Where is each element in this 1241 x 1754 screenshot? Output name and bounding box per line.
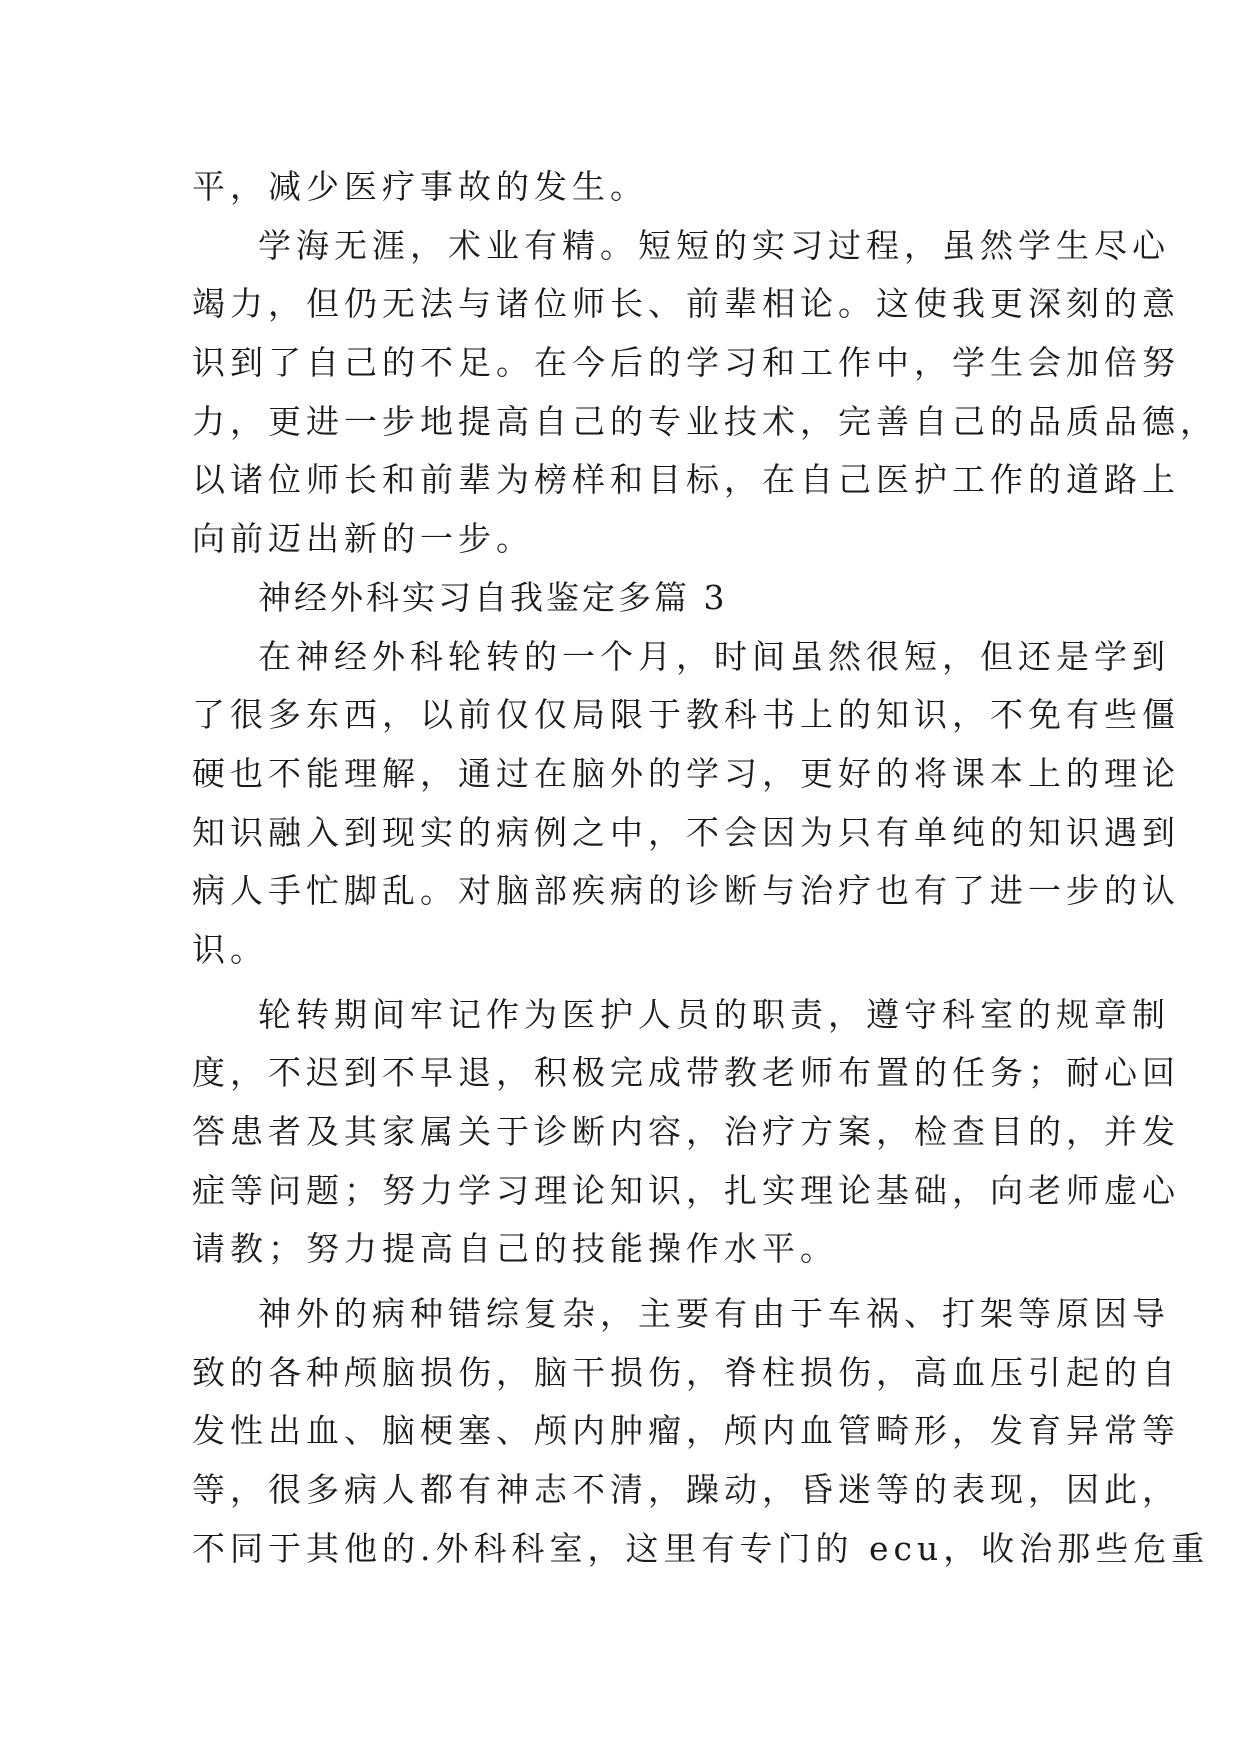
text-line: 了很多东西，以前仅仅局限于教科书上的知识，不免有些僵 <box>192 695 1180 735</box>
text-line: 神外的病种错综复杂，主要有由于车祸、打架等原因导 <box>258 1294 1170 1334</box>
text-line: 不同于其他的.外科科室，这里有专门的 ecu，收治那些危重 <box>192 1528 1210 1568</box>
text-line: 平，减少医疗事故的发生。 <box>192 167 648 206</box>
text-line: 学海无涯，术业有精。短短的实习过程，虽然学生尽心 <box>258 225 1170 265</box>
text-line: 力，更进一步地提高自己的专业技术，完善自己的品质品德， <box>192 401 1218 441</box>
text-line: 发性出血、脑梗塞、颅内肿瘤，颅内血管畸形，发育异常等 <box>192 1411 1180 1451</box>
text-line: 答患者及其家属关于诊断内容，治疗方案，检查目的，并发 <box>192 1112 1180 1151</box>
text-line: 硬也不能理解，通过在脑外的学习，更好的将课本上的理论 <box>192 753 1180 793</box>
text-line: 在神经外科轮转的一个月，时间虽然很短，但还是学到 <box>258 636 1170 676</box>
text-line: 以诸位师长和前辈为榜样和目标，在自己医护工作的道路上 <box>192 460 1180 500</box>
text-line: 请教；努力提高自己的技能操作水平。 <box>192 1229 838 1269</box>
text-line: 识到了自己的不足。在今后的学习和工作中，学生会加倍努 <box>192 343 1180 383</box>
text-line: 病人手忙脚乱。对脑部疾病的诊断与治疗也有了进一步的认 <box>192 871 1180 911</box>
text-line: 度，不迟到不早退，积极完成带教老师布置的任务；耐心回 <box>192 1053 1180 1093</box>
text-line: 知识融入到现实的病例之中，不会因为只有单纯的知识遇到 <box>192 812 1180 852</box>
text-line: 症等问题；努力学习理论知识，扎实理论基础，向老师虚心 <box>192 1170 1180 1210</box>
section-heading: 神经外科实习自我鉴定多篇 3 <box>258 577 728 617</box>
text-line: 竭力，但仍无法与诸位师长、前辈相论。这使我更深刻的意 <box>192 284 1180 324</box>
text-line: 向前迈出新的一步。 <box>192 519 534 559</box>
text-line: 识。 <box>192 929 268 969</box>
text-line: 轮转期间牢记作为医护人员的职责，遵守科室的规章制 <box>258 994 1170 1034</box>
text-line: 等，很多病人都有神志不清，躁动，昏迷等的表现，因此， <box>192 1470 1180 1510</box>
document-body <box>192 158 1218 1579</box>
text-line: 致的各种颅脑损伤，脑干损伤，脊柱损伤，高血压引起的自 <box>192 1352 1180 1392</box>
